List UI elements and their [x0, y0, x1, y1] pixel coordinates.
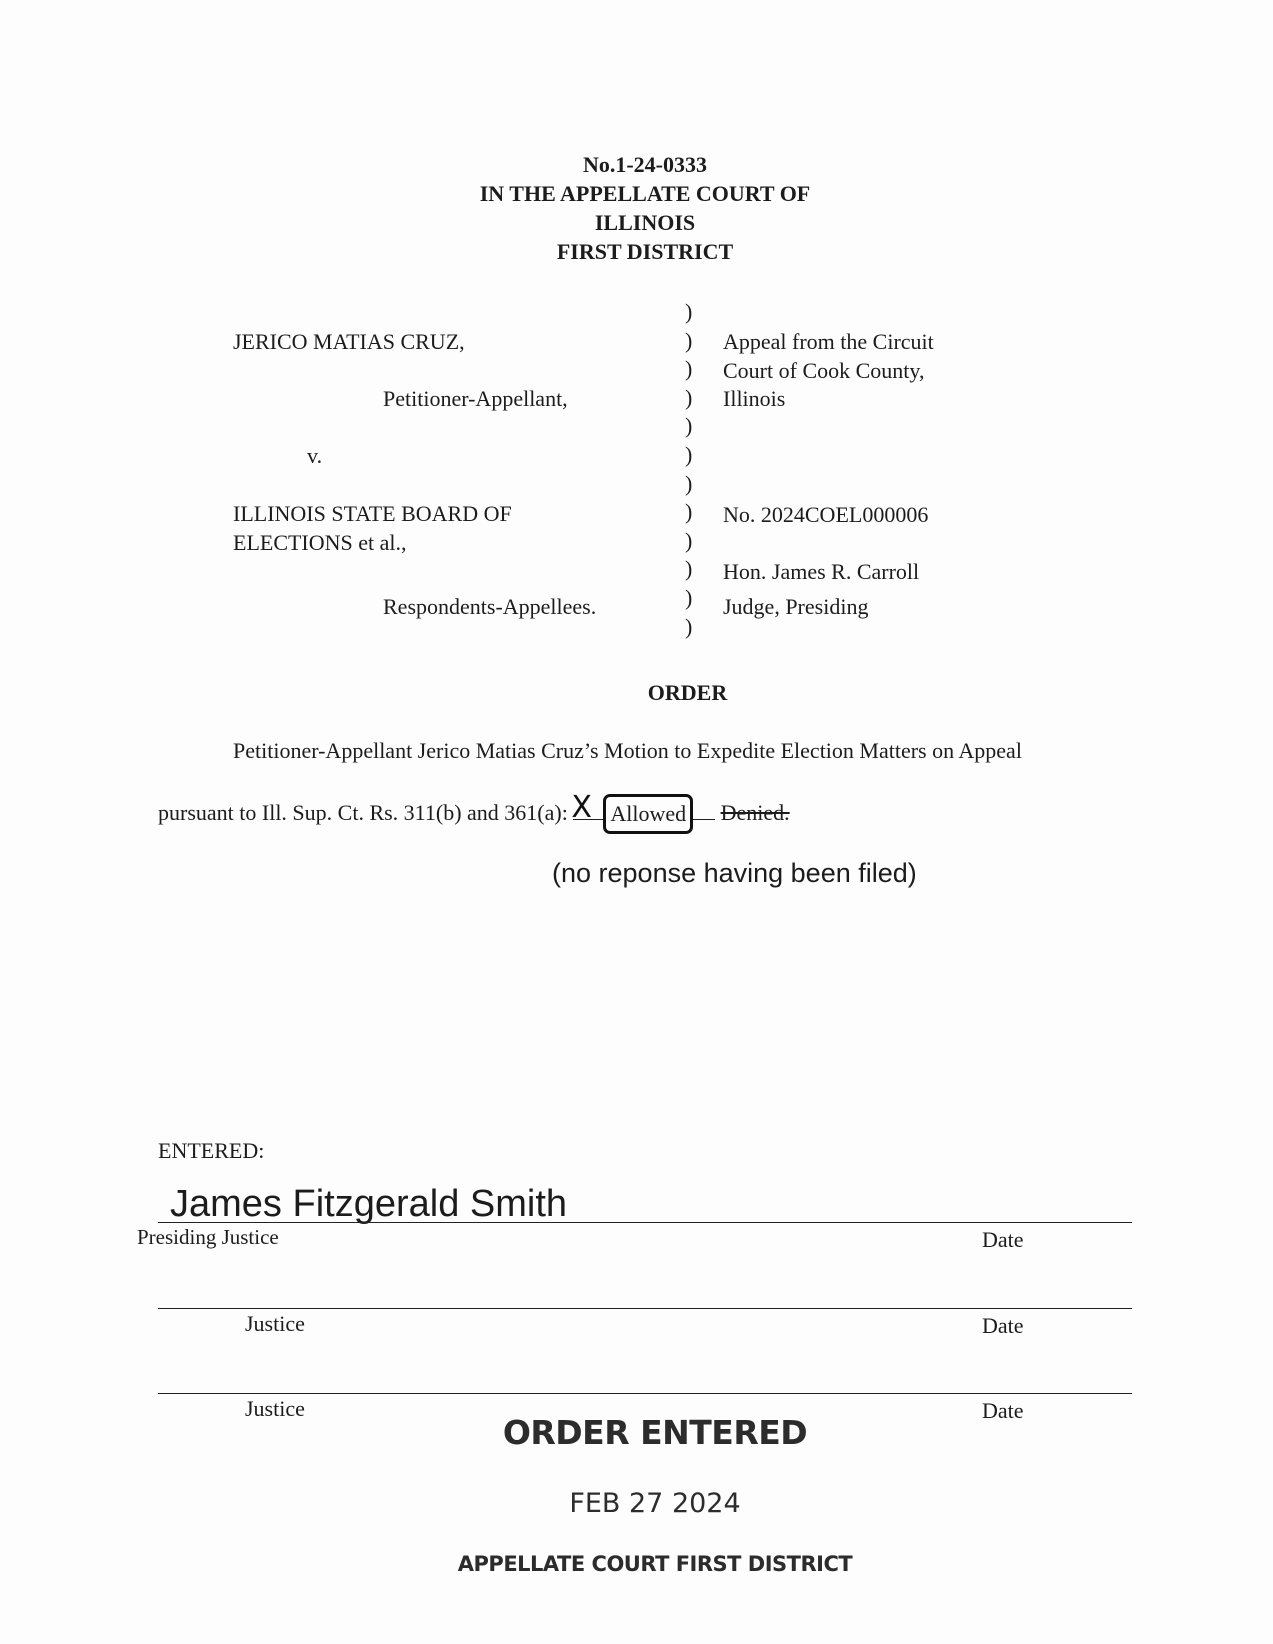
order-title: ORDER — [647, 680, 728, 705]
allowed-option-circled — [603, 794, 693, 834]
court-name-line2: ILLINOIS — [594, 210, 696, 235]
respondent-name-line1: ILLINOIS STATE BOARD OF — [233, 501, 512, 526]
justice-label-2: Justice — [245, 1396, 305, 1421]
entered-label: ENTERED: — [158, 1138, 265, 1163]
date-label-presiding: Date — [982, 1227, 1024, 1252]
order-text-line2 — [158, 790, 790, 833]
handwritten-note: (no reponse having been filed) — [552, 858, 917, 888]
order-entered-stamp: ORDER ENTERED — [502, 1413, 808, 1452]
court-header — [0, 150, 1273, 266]
petitioner-name: JERICO MATIAS CRUZ, — [233, 329, 465, 354]
denied-label-struck: Denied. — [720, 800, 790, 825]
x-mark-icon: X — [571, 790, 592, 825]
signature-line-justice-1 — [158, 1308, 1132, 1309]
respondent-role: Respondents-Appellees. — [383, 594, 597, 619]
court-name-line1: IN THE APPELLATE COURT OF — [479, 181, 811, 206]
presiding-justice-label: Presiding Justice — [137, 1225, 279, 1249]
presiding-justice-signature: James Fitzgerald Smith — [170, 1183, 568, 1225]
appeal-line3: Illinois — [723, 386, 786, 411]
signature-line-presiding — [158, 1222, 1132, 1223]
respondent-name-line2: ELECTIONS et al., — [233, 530, 407, 555]
denied-blank — [693, 797, 715, 820]
justice-label-1: Justice — [245, 1311, 305, 1336]
allowed-label: Allowed — [610, 801, 687, 826]
order-text-line2-content: pursuant to Ill. Sup. Ct. Rs. 311(b) and 361(a): — [158, 800, 568, 825]
order-text-line1: Petitioner-Appellant Jerico Matias Cruz’s Motion to Expedite Election Matters on Appeal — [233, 738, 1022, 763]
stamp-date: FEB 27 2024 — [569, 1488, 741, 1519]
stamp-court: APPELLATE COURT FIRST DISTRICT — [457, 1552, 853, 1576]
district-name: FIRST DISTRICT — [556, 239, 734, 264]
date-label-justice-2: Date — [982, 1398, 1024, 1423]
circuit-case-number: No. 2024COEL000006 — [723, 502, 929, 527]
petitioner-role: Petitioner-Appellant, — [383, 386, 568, 411]
allowed-checkbox-blank — [571, 790, 603, 825]
caption-divider-parens: ) ) ) ) ) ) ) ) ) ) ) ) — [685, 299, 693, 639]
date-label-justice-1: Date — [982, 1313, 1024, 1338]
appeal-line2: Court of Cook County, — [723, 358, 925, 383]
judge-name: Hon. James R. Carroll — [723, 559, 920, 584]
versus: v. — [307, 443, 323, 468]
signature-line-justice-2 — [158, 1393, 1132, 1394]
appeal-line1: Appeal from the Circuit — [723, 329, 934, 354]
case-number: No.1-24-0333 — [582, 152, 708, 177]
judge-title: Judge, Presiding — [723, 594, 869, 619]
